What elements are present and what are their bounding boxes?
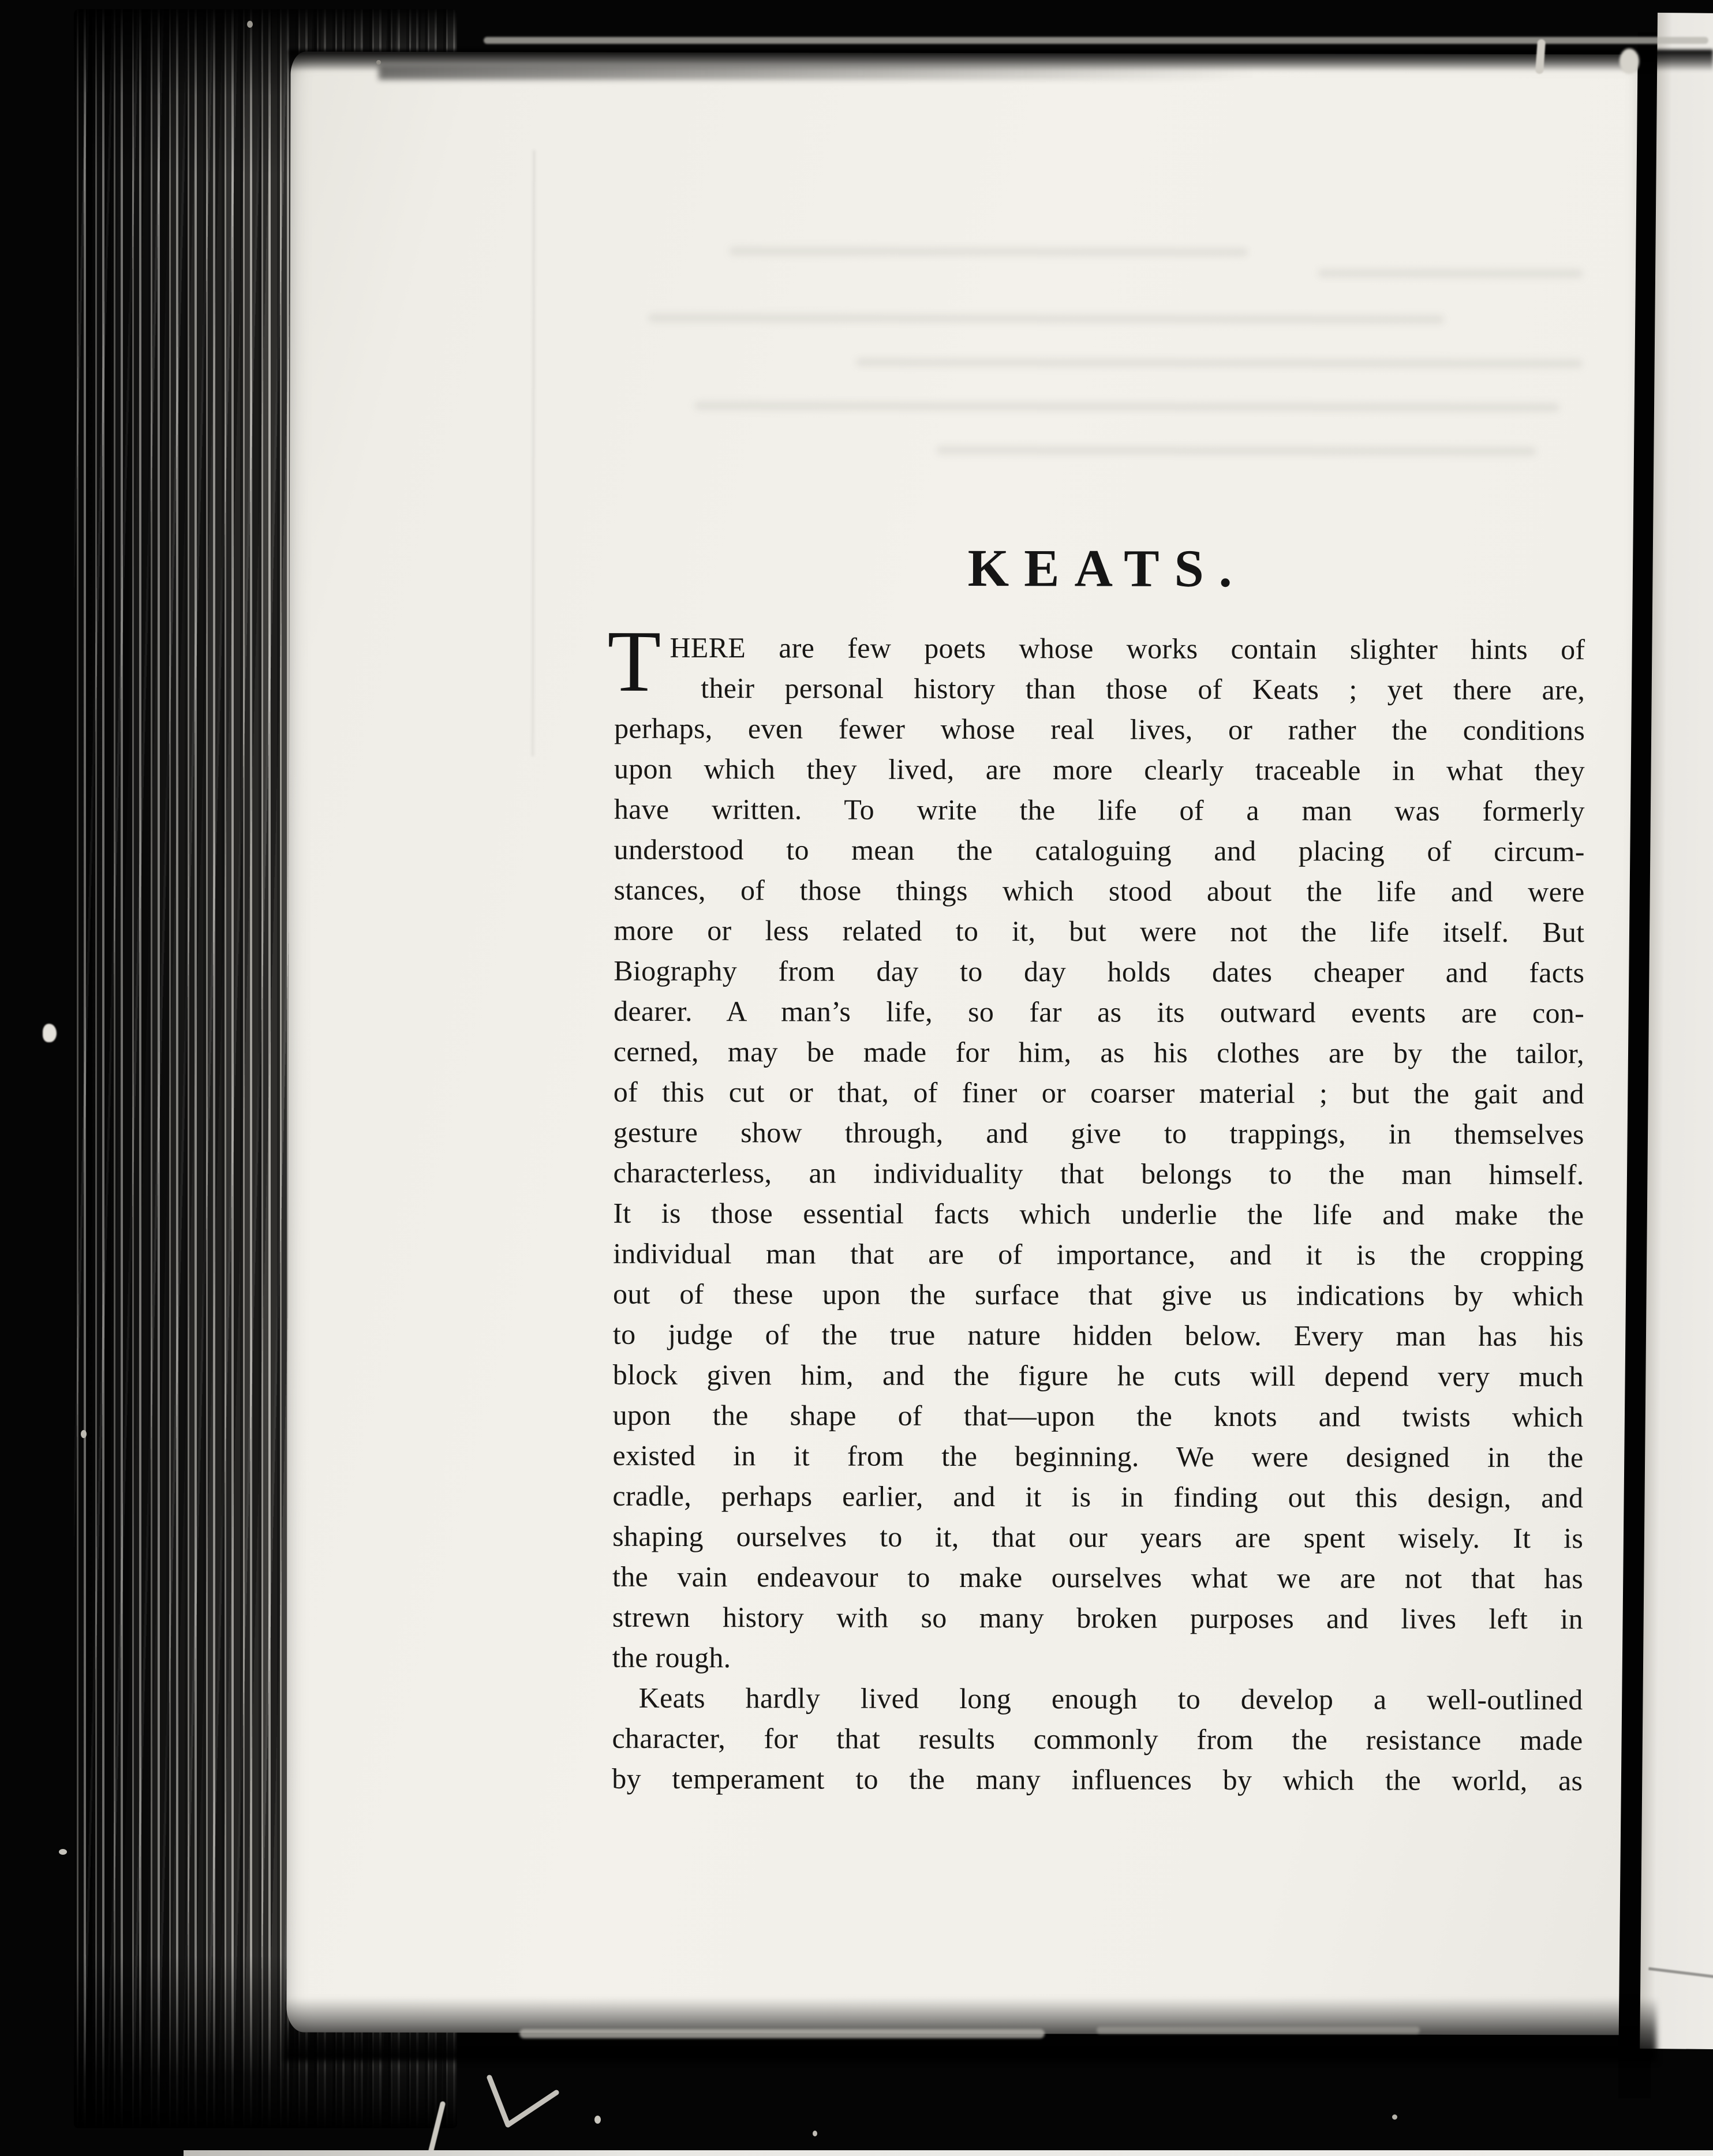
text-line: their personal history than those of Keats ; yet there are, bbox=[701, 672, 1585, 706]
scan-artifact-top-page-edges bbox=[484, 37, 1708, 44]
chapter-title: KEATS. bbox=[967, 538, 1247, 598]
scan-artifact-speck bbox=[1620, 48, 1639, 74]
scan-artifact-bleedthrough bbox=[648, 313, 1445, 324]
text-line: gesture show through, and give to trappings, in themselves bbox=[613, 1116, 1584, 1151]
scan-artifact-bleedthrough bbox=[855, 358, 1583, 369]
scan-artifact-speck bbox=[1392, 2114, 1397, 2120]
scan-artifact-speck bbox=[59, 1849, 67, 1855]
scan-artifact-bottom-page-edge bbox=[519, 2029, 1045, 2038]
scan-artifact-bleedthrough bbox=[694, 401, 1559, 412]
text-line: the vain endeavour to make ourselves what we are not that has bbox=[612, 1560, 1584, 1595]
text-line: strewn history with so many broken purposes and lives left in bbox=[612, 1600, 1583, 1635]
scan-artifact-crease bbox=[532, 150, 535, 756]
scan-artifact-inner-shadow bbox=[379, 66, 1256, 80]
text-line: cerned, may be made for him, as his clothes are by the tailor, bbox=[613, 1035, 1585, 1070]
text-line: to judge of the true nature hidden below. Every man has his bbox=[612, 1317, 1584, 1353]
scan-artifact-speck bbox=[247, 21, 253, 28]
drop-cap: T bbox=[607, 612, 661, 710]
text-line: individual man that are of importance, and it is the cropping bbox=[613, 1237, 1584, 1272]
scan-artifact-speck bbox=[43, 1024, 57, 1042]
text-line: character, for that results commonly from the resistance made bbox=[612, 1721, 1583, 1757]
scan-artifact-speck bbox=[376, 60, 381, 65]
text-line: It is those essential facts which underlie the life and make the bbox=[613, 1196, 1584, 1232]
text-line: dearer. A man’s life, so far as its outward events are con- bbox=[614, 994, 1585, 1030]
scan-artifact-speck bbox=[813, 2131, 817, 2136]
text-line: the rough. bbox=[612, 1641, 731, 1674]
text-line: out of these upon the surface that give us indications by which bbox=[613, 1277, 1584, 1312]
scan-artifact-speck bbox=[594, 2116, 601, 2124]
text-line: more or less related to it, but were not the life itself. But bbox=[614, 914, 1585, 949]
scan-artifact-bleedthrough bbox=[729, 246, 1248, 257]
text-line: understood to mean the cataloguing and placing of circum- bbox=[614, 833, 1585, 868]
book-page bbox=[286, 52, 1648, 2035]
text-line: stances, of those things which stood about the life and were bbox=[614, 873, 1585, 908]
body-text bbox=[607, 612, 1585, 1801]
text-line: upon the shape of that—upon the knots and twists which bbox=[612, 1398, 1584, 1433]
text-line: existed in it from the beginning. We were designed in the bbox=[612, 1439, 1584, 1474]
text-line: characterless, an individuality that belongs to the man himself. bbox=[613, 1156, 1584, 1191]
text-line: Keats hardly lived long enough to develop a well-outlined bbox=[638, 1681, 1583, 1716]
text-line: perhaps, even fewer whose real lives, or rather the conditions bbox=[614, 712, 1585, 747]
scan-artifact-bottom-page-edge bbox=[1097, 2027, 1420, 2034]
scan-artifact-pen-mark bbox=[485, 2074, 561, 2131]
text-line: Biography from day to day holds dates cheaper and facts bbox=[614, 954, 1585, 989]
text-line: block given him, and the figure he cuts will depend very much bbox=[612, 1358, 1584, 1393]
text-line: shaping ourselves to it, that our years are spent wisely. It is bbox=[612, 1519, 1584, 1555]
text-line: HERE are few poets whose works contain slighter hints of bbox=[670, 631, 1585, 666]
scan-artifact-bleedthrough bbox=[936, 446, 1536, 456]
text-line: of this cut or that, of finer or coarser material ; but the gait and bbox=[613, 1075, 1584, 1110]
text-line: cradle, perhaps earlier, and it is in finding out this design, and bbox=[612, 1479, 1584, 1514]
scan-artifact-bleedthrough bbox=[1318, 268, 1583, 278]
text-line: upon which they lived, are more clearly traceable in what they bbox=[614, 752, 1585, 787]
scanner-edge-line bbox=[184, 2150, 1713, 2156]
scan-artifact-speck bbox=[81, 1430, 87, 1438]
text-line: by temperament to the many influences by which the world, as bbox=[612, 1762, 1583, 1797]
text-line: have written. To write the life of a man was formerly bbox=[614, 792, 1585, 828]
